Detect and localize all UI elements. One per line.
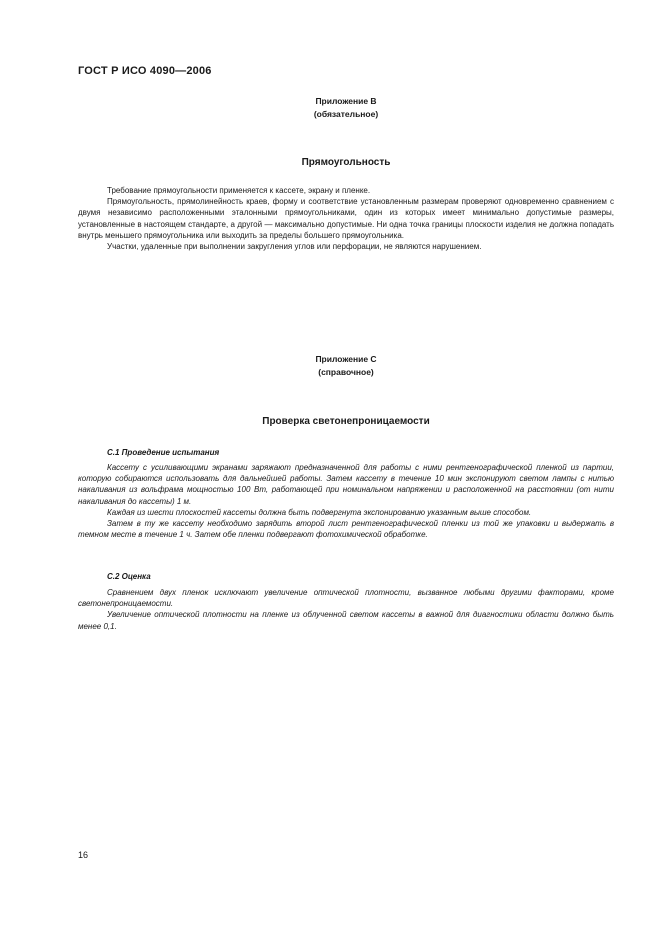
- annex-b-title: Прямоугольность: [301, 157, 391, 168]
- section-c1-paragraph: Каждая из шести плоскостей кассеты должна быть подвергнута экспонированию указанным выше способом.: [107, 507, 532, 517]
- annex-b-paragraph: Участки, удаленные при выполнении закругления углов или перфорации, не являются нарушением.: [107, 242, 482, 252]
- section-c1-heading: С.1 Проведение испытания: [107, 448, 220, 457]
- section-c2-body: [78, 587, 614, 632]
- section-c2-heading: С.2 Оценка: [107, 572, 151, 581]
- annex-b-status: (обязательное): [313, 109, 379, 119]
- annex-b-paragraph: Прямоугольность, прямолинейность краев, форму и соответствие установленным размерам проверяют одновременно сравнением с двумя независимо расположенными эталонными прямоугольниками, один из которых имеет минимально допустимые размеры, установленные в настоящем стандарте, а другой — максимально допустимые. Ни одна точка границы плоскости изделия не должна попадать внутрь меньшего прямоугольника или выходить за пределы большего прямоугольника.: [78, 197, 614, 240]
- section-c1-paragraph: Затем в ту же кассету необходимо зарядить второй лист рентгенографической пленки из той же упаковки и выдержать в темном месте в течение 1 ч. Затем обе пленки подвергают фотохимической обработке.: [78, 519, 614, 540]
- section-c2-paragraph: Увеличение оптической плотности на пленке из облученной светом кассеты в важной для диагностики области должно быть менее 0,1.: [78, 610, 614, 631]
- document-code: ГОСТ Р ИСО 4090—2006: [78, 65, 212, 77]
- section-c2-paragraph: Сравнением двух пленок исключают увеличение оптической плотности, вызванное любыми другими факторами, кроме светонепроницаемости.: [78, 588, 614, 609]
- section-c1-paragraph: Кассету с усиливающими экранами заряжают предназначенной для работы с ними рентгенографической пленкой из партии, которую собираются использовать для дальнейшей работы. Затем кассету в течение 10 мин экспонируют светом лампы с нитью накаливания из вольфрама мощностью 100 Вт, работающей при номинальном напряжении и расположенной на расстоянии (от нити накаливания до кассеты) 1 м.: [78, 463, 614, 506]
- annex-b-label: Приложение В: [315, 96, 377, 106]
- section-c1-body: [78, 462, 614, 540]
- page-number: 16: [78, 850, 89, 860]
- annex-b-paragraph: Требование прямоугольности применяется к кассете, экрану и пленке.: [107, 186, 371, 195]
- annex-b-body: [78, 185, 614, 252]
- annex-c-title: Проверка светонепроницаемости: [262, 416, 430, 427]
- annex-b-heading: [78, 95, 614, 121]
- annex-c-label: Приложение С: [315, 354, 377, 364]
- annex-c-status: (справочное): [318, 367, 374, 377]
- annex-c-heading: [78, 353, 614, 379]
